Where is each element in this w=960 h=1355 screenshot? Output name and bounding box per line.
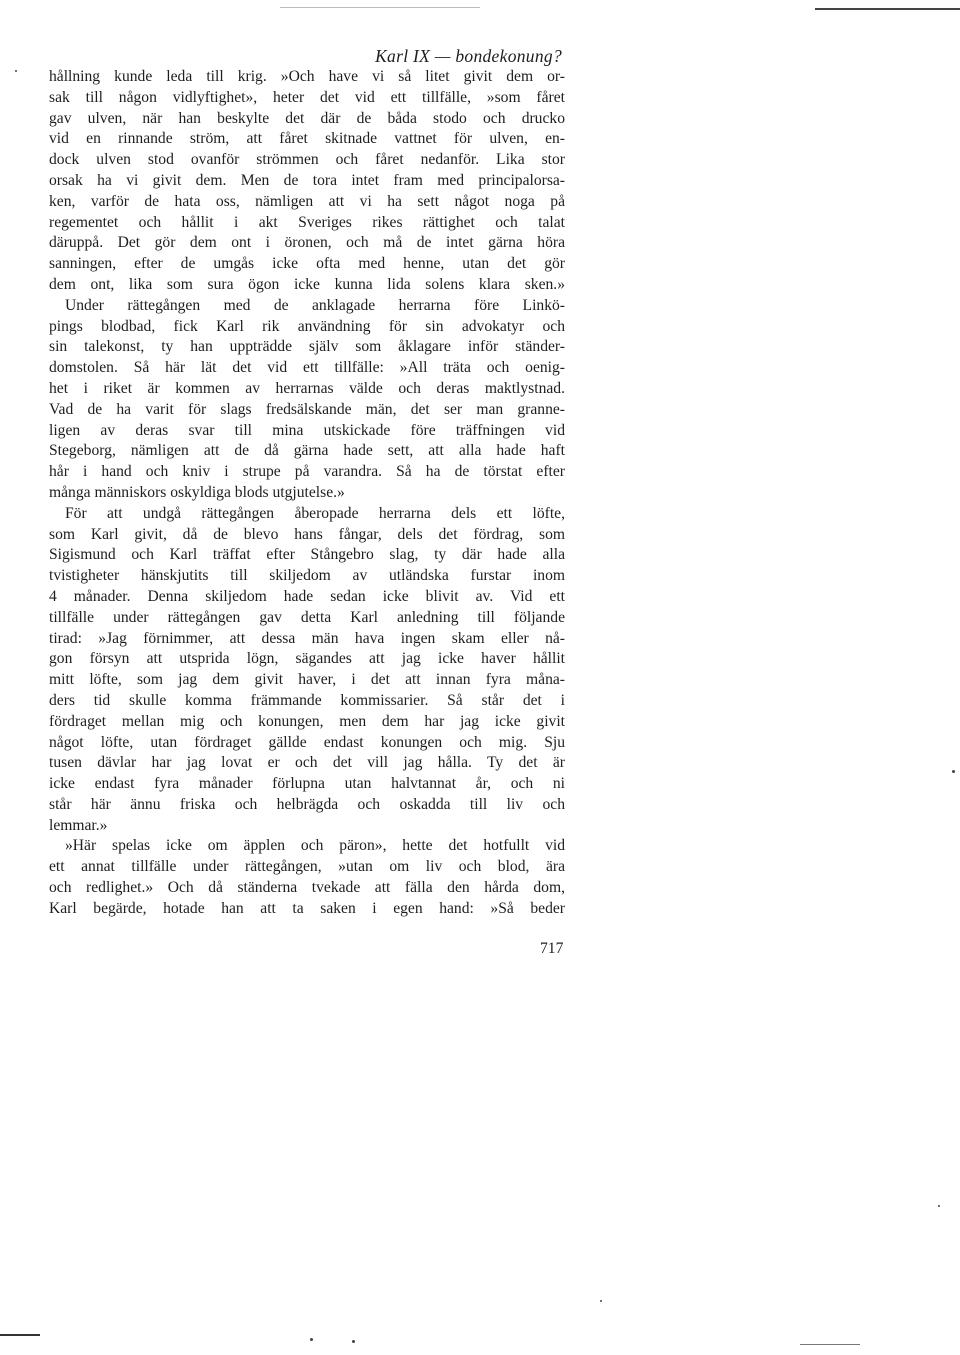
text-line: gon försyn att utsprida lögn, sägandes att jag icke haver hållit (49, 650, 565, 668)
text-line: ken, varför de hata oss, nämligen att vi ha sett något noga på (49, 192, 565, 210)
text-line: Sigismund och Karl träffat efter Stångebro slag, ty där hade alla (49, 546, 565, 564)
text-line: het i riket är kommen av herrarnas välde och deras maktlystnad. (49, 379, 565, 397)
text-line: sanningen, efter de umgås icke ofta med henne, utan det gör (49, 255, 565, 273)
text-line: gav ulven, när han beskylte det där de båda stodo och drucko (49, 109, 565, 127)
text-line: orsak ha vi givit dem. Men de tora intet fram med principalorsa- (49, 171, 565, 189)
text-line: vid en rinnande ström, att fåret skitnade vattnet för ulven, en- (49, 130, 565, 148)
text-line: hår i hand och kniv i strupe på varandra. Så ha de törstat efter (49, 463, 565, 481)
text-line: står här ännu friska och helbrägda och oskadda till liv och (49, 795, 565, 813)
text-line: Karl begärde, hotade han att ta saken i egen hand: »Så beder (49, 899, 565, 917)
text-line: lemmar.» (49, 816, 108, 834)
text-line: dem ont, lika som sura ögon icke kunna lida solens klara sken.» (49, 275, 565, 293)
text-line: många människors oskyldiga blods utgjutelse.» (49, 483, 345, 501)
text-line: Under rättegången med de anklagade herrarna före Linkö- (65, 296, 565, 314)
text-line: något löfte, utan fördraget gällde endast konungen och mig. Sju (49, 733, 565, 751)
text-line: domstolen. Så här lät det vid ett tillfälle: »All träta och oenig- (49, 359, 565, 377)
text-line: För att undgå rättegången åberopade herrarna dels ett löfte, (65, 504, 565, 522)
scan-speck (310, 1338, 313, 1341)
scan-speck (938, 1205, 940, 1207)
text-line: Stegeborg, nämligen att de då gärna hade sett, att alla hade haft (49, 442, 565, 460)
text-line: som Karl givit, då de blevo hans fångar, dels det fördrag, som (49, 525, 565, 543)
running-header: Karl IX — bondekonung? (375, 46, 562, 66)
text-line: tvistigheter hänskjutits till skiljedom av utländska furstar inom (49, 567, 565, 585)
text-line: tillfälle under rättegången gav detta Karl anledning till följande (49, 608, 565, 626)
scan-edge-bottom-left (0, 1334, 40, 1336)
text-line: och redlighet.» Och då ständerna tvekade att fälla den hårda dom, (49, 879, 565, 897)
text-line: regementet och hållit i akt Sveriges rikes rättighet och talat (49, 213, 565, 231)
text-line: sak till någon vidlyftighet», heter det vid ett tillfälle, »som fåret (49, 88, 565, 106)
text-line: »Här spelas icke om äpplen och päron», hette det hotfullt vid (65, 837, 565, 855)
text-line: pings blodbad, fick Karl rik användning för sin advokatyr och (49, 317, 565, 335)
text-line: däruppå. Det gör dem ont i öronen, och må de intet gärna höra (49, 234, 565, 252)
text-line: mitt löfte, som jag dem givit haver, i det att innan fyra måna- (49, 671, 565, 689)
text-line: sin talekonst, ty han uppträdde själv som åklagare inför ständer- (49, 338, 565, 356)
scan-speck (15, 70, 17, 72)
text-line: fördraget mellan mig och konungen, men dem har jag icke givit (49, 712, 565, 730)
text-line: tusen dävlar har jag lovat er och det vill jag hålla. Ty det är (49, 754, 565, 772)
text-line: dock ulven stod ovanför strömmen och fåret nedanför. Lika stor (49, 151, 565, 169)
text-line: tirad: »Jag förnimmer, att dessa män hava ingen skam eller nå- (49, 629, 565, 647)
text-line: ett annat tillfälle under rättegången, »utan om liv och blod, ära (49, 858, 565, 876)
scan-edge-top-left (280, 7, 480, 8)
body-text (49, 67, 565, 920)
text-line: hållning kunde leda till krig. »Och have vi så litet givit dem or- (49, 68, 565, 85)
scan-speck (600, 1300, 602, 1302)
scan-speck (352, 1340, 355, 1343)
text-line: Vad de ha varit för slags fredsälskande män, det ser man granne- (49, 400, 565, 418)
scan-speck (952, 770, 955, 773)
text-line: ligen av deras svar till mina utskickade före träffningen vid (49, 421, 565, 439)
scan-edge-bottom-right (800, 1344, 860, 1345)
page-number: 717 (540, 940, 564, 957)
scan-edge-top-right (815, 8, 960, 10)
text-line: 4 månader. Denna skiljedom hade sedan icke blivit av. Vid ett (49, 587, 565, 605)
text-line: icke endast fyra månader förlupna utan halvtannat år, och ni (49, 775, 565, 793)
text-line: ders tid skulle komma främmande kommissarier. Så står det i (49, 691, 565, 709)
